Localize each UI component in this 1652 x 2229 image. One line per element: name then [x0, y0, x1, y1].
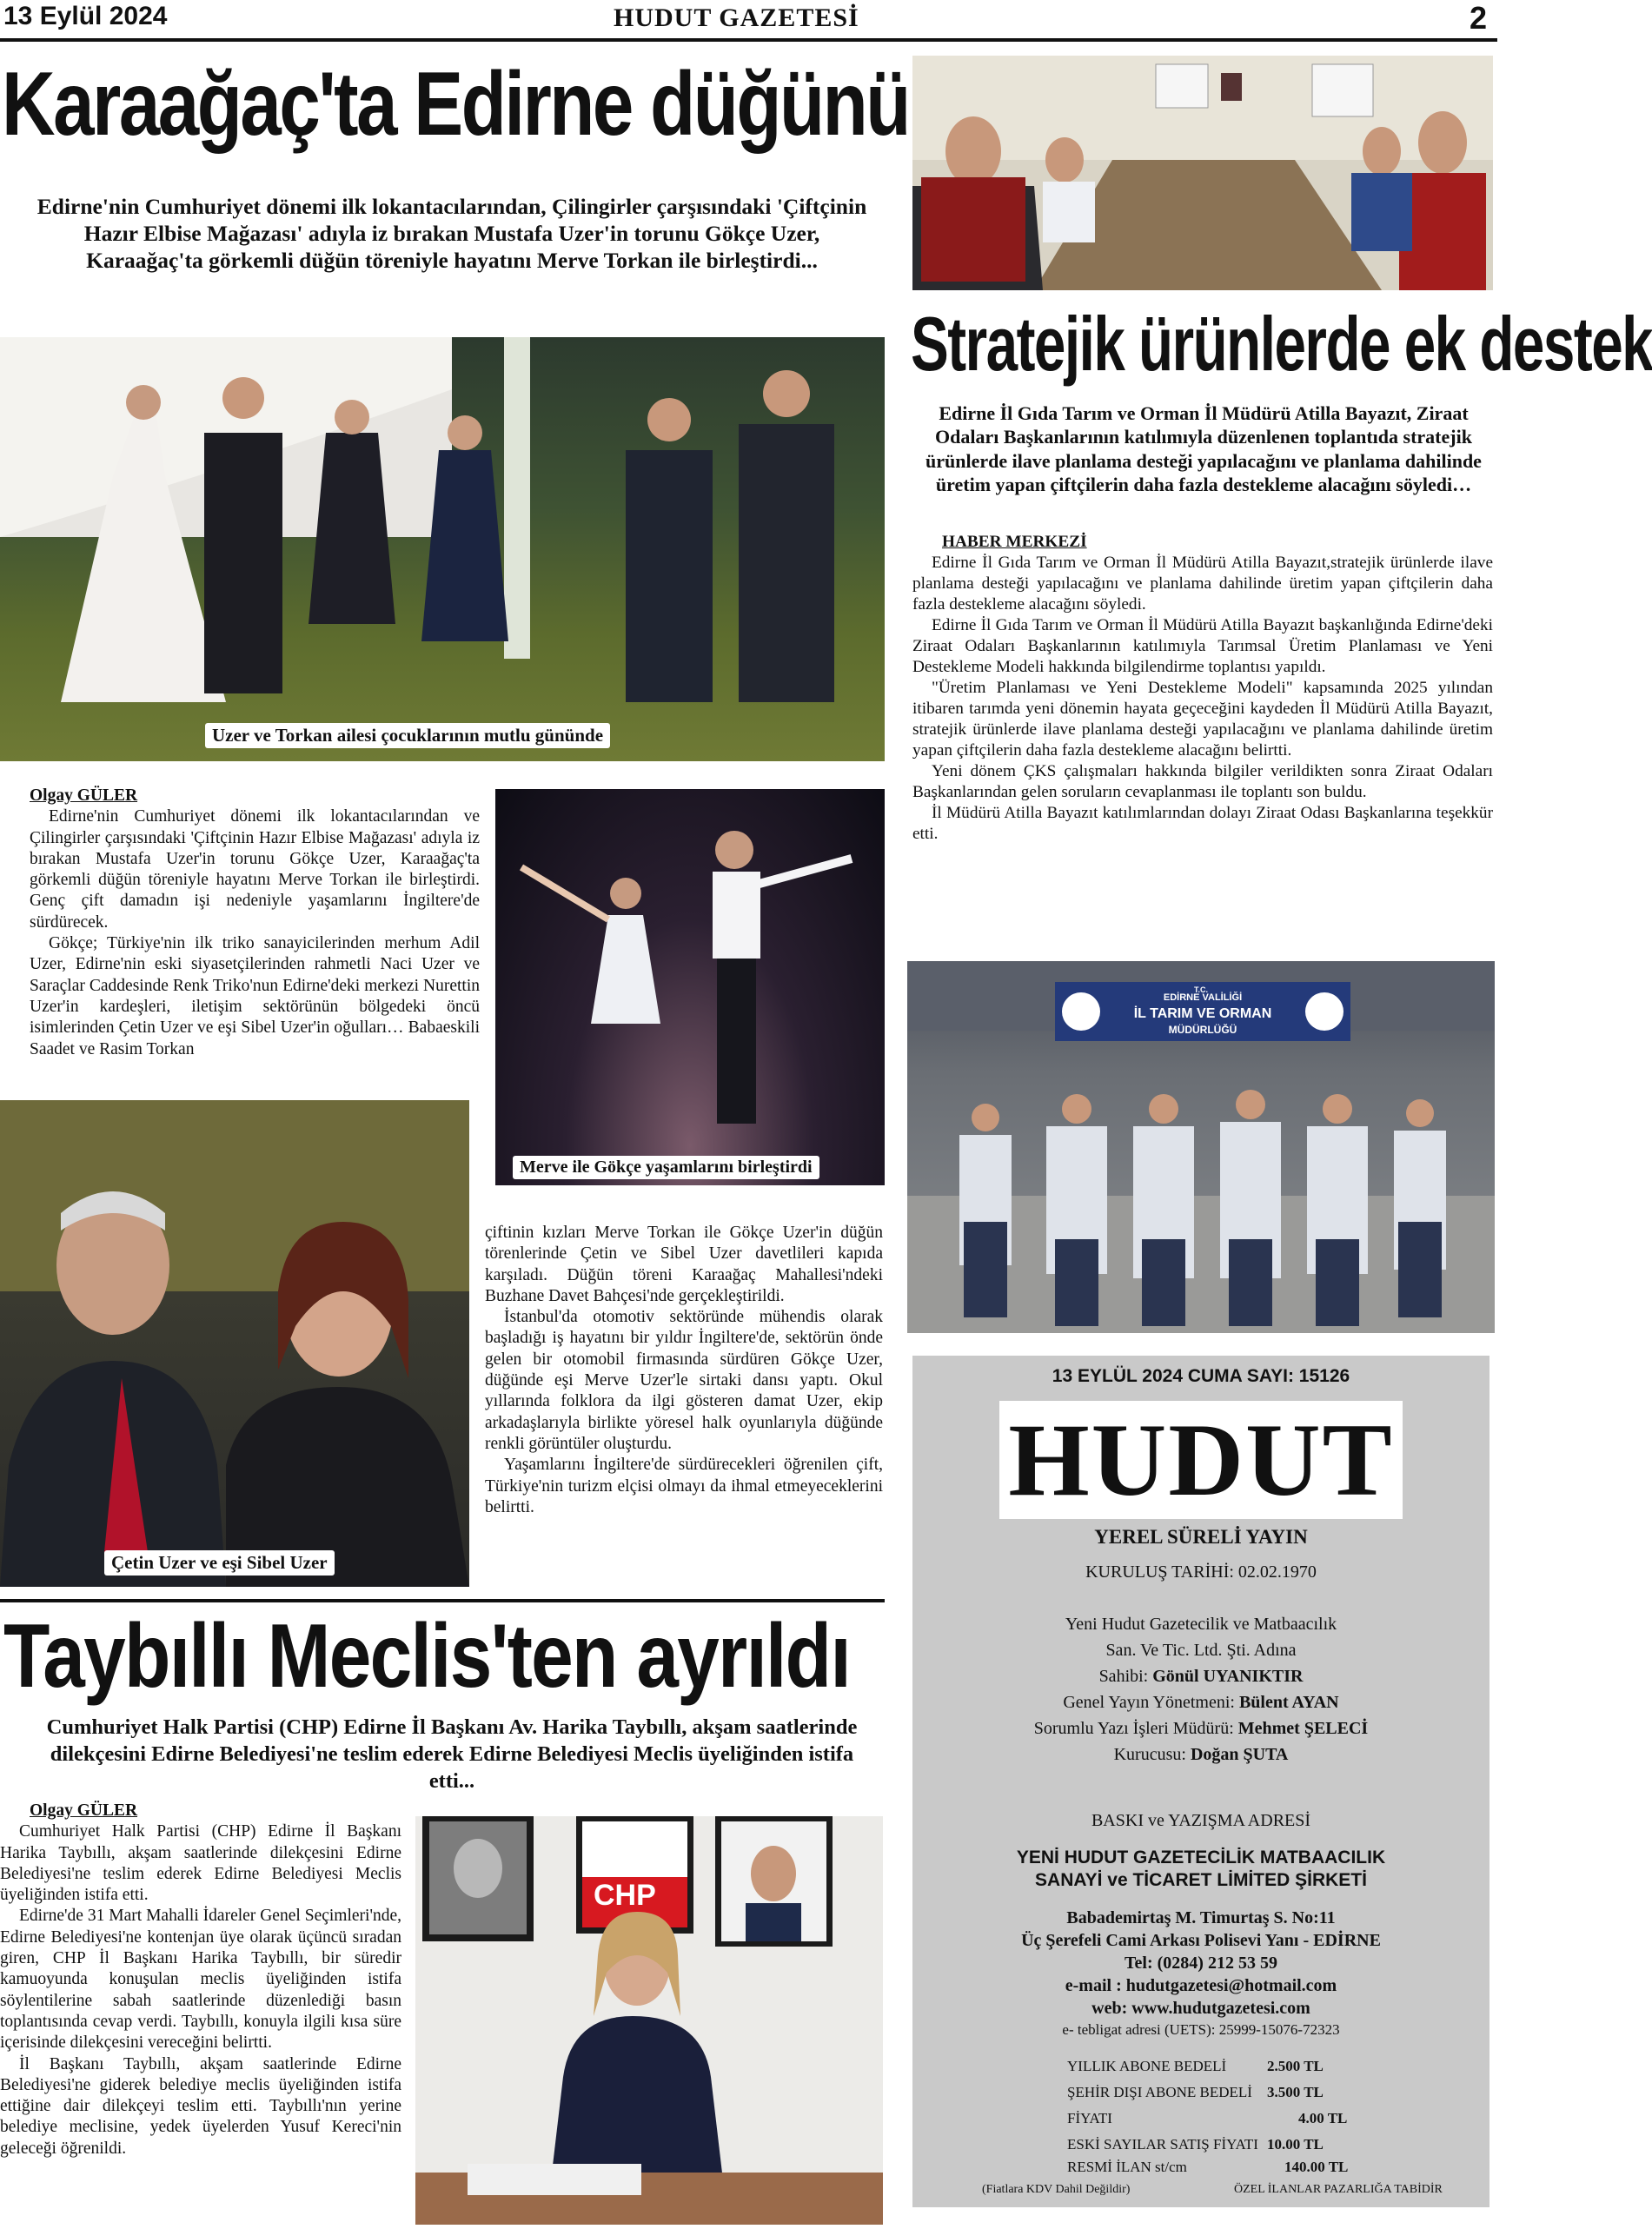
masthead-print-heading: BASKI ve YAZIŞMA ADRESİ — [1091, 1811, 1311, 1830]
story3-headline: Taybıllı Meclis'ten ayrıldı — [3, 1606, 850, 1707]
masthead-subtitle: YEREL SÜRELİ YAYIN — [1094, 1526, 1308, 1548]
story3-para: Edirne'de 31 Mart Mahalli İdareler Genel Seçimleri'nde, Edirne Belediyesi'ne kontenjan üye olarak üçüncü sıradan giren, CHP İl Başkanı Harika Taybıllı, bir süredir kamuoyunda konuşulan meclis üyeliğinden istifa söylentilerine sabah saatlerinde düzenlediği basın toplantısında cevap verdi. Taybıllı, konuyla ilgili kısa süre içerisinde dilekçesini vereceğini belirtti. — [0, 1907, 401, 2053]
price-label: YILLIK ABONE BEDELİ — [1067, 2058, 1227, 2074]
masthead-print-company1: YENİ HUDUT GAZETECİLİK MATBAACILIK — [1016, 1848, 1386, 1867]
story2-para: Edirne İl Gıda Tarım ve Orman İl Müdürü Atilla Bayazıt başkanlığında Edirne'deki Ziraat Odaları Başkanlarının katılımıyla Tarımsal Üretim Planlaması ve Yeni Destekleme Modeli hakkında bilgilendirme toplantısı yapıldı. — [912, 616, 1493, 676]
story2-para: İl Müdürü Atilla Bayazıt katılımlarından dolayı Ziraat Odası Başkanlarına teşekkür etti. — [912, 804, 1493, 843]
taybilli-photo — [415, 1816, 883, 2225]
building-sign-line1: T.C. — [1194, 985, 1209, 994]
page-number: 2 — [1469, 0, 1487, 36]
masthead-address2: Üç Şerefeli Cami Arkası Polisevi Yanı - EDİRNE — [1021, 1931, 1381, 1950]
building-sign-line4: MÜDÜRLÜĞÜ — [1168, 1024, 1237, 1036]
wedding-dance-photo — [495, 789, 885, 1185]
photo1-caption: Uzer ve Torkan ailesi çocuklarının mutlu gününde — [205, 723, 610, 748]
masthead-web: web: www.hudutgazetesi.com — [1091, 1999, 1310, 2018]
story3-lead: Cumhuriyet Halk Partisi (CHP) Edirne İl Başkanı Av. Harika Taybıllı, akşam saatlerinde dilekçesini Edirne Belediyesi'ne teslim ederek Edirne Belediyesi Meclis üyeliğinden istifa etti... — [46, 1715, 858, 1793]
masthead-issue: 13 EYLÜL 2024 CUMA SAYI: 15126 — [1052, 1366, 1350, 1386]
masthead-founder — [912, 1741, 1489, 1768]
masthead-footnote-right: ÖZEL İLANLAR PAZARLIĞA TABİDİR — [1234, 2183, 1443, 2196]
story2-byline: HABER MERKEZİ — [942, 533, 1087, 551]
issue-date: 13 Eylül 2024 — [3, 2, 168, 30]
editor-name: Mehmet ŞELECİ — [1237, 1719, 1369, 1738]
story1-col1-para: Edirne'nin Cumhuriyet dönemi ilk lokantacılarından ve Çilingirler çarşısındaki 'Çiftçinin Hazır Elbise Mağazası' adıyla iz bırakan Mustafa Uzer'in torunu Gökçe Uzer, Karaağaç'ta görkemli düğün töreniyle hayatını Merve Torkan ile birleştirdi. Genç çift damadın işi nedeniyle yaşamlarını İngiltere'de sürdürecek. — [30, 807, 480, 932]
price-value: 2.500 TL — [1267, 2058, 1324, 2074]
story2-headline: Stratejik ürünlerde ek destek — [911, 301, 1652, 387]
masthead-print-company2: SANAYİ ve TİCARET LİMİTED ŞİRKETİ — [1035, 1870, 1367, 1890]
price-list — [1067, 2056, 1415, 2178]
story2-lead: Edirne İl Gıda Tarım ve Orman İl Müdürü Atilla Bayazıt, Ziraat Odaları Başkanlarının katılımıyla düzenlenen toplantıda stratejik ürünlerde ilave planlama desteği yapılacağını ve planlama dahilinde üretim yapan çiftçilerin daha fazla destekleme alacağını söyledi… — [926, 402, 1482, 495]
story1-col2-para: Yaşamlarını İngiltere'de sürdürecekleri öğrenilen çift, Türkiye'nin turizm elçisi olmayı da ihmal etmeyeceklerini belirtti. — [485, 1456, 883, 1516]
gm-name: Bülent AYAN — [1238, 1693, 1339, 1712]
masthead-box — [912, 1356, 1489, 2207]
story3-body — [0, 1801, 401, 2159]
editor-label: Sorumlu Yazı İşleri Müdürü: — [1033, 1719, 1234, 1738]
price-value: 140.00 TL — [1284, 2159, 1349, 2175]
price-value: 3.500 TL — [1267, 2084, 1324, 2100]
story1-headline: Karaağaç'ta Edirne düğünü — [2, 54, 909, 155]
story1-col2-para: çiftinin kızları Merve Torkan ile Gökçe Uzer'in düğün törenlerinde Çetin ve Sibel Uzer davetlileri kapıda karşıladı. Düğün töreni Karaağaç Mahallesi'ndeki Buzhane Davet Bahçesi'nde gerçekleştirildi. — [485, 1224, 883, 1305]
masthead-uets: e- tebligat adresi (UETS): 25999-15076-72323 — [1062, 2021, 1340, 2038]
owner-label: Sahibi: — [1098, 1667, 1149, 1686]
story2-body — [912, 532, 1493, 845]
meeting-photo — [912, 56, 1493, 290]
parents-photo — [0, 1100, 469, 1587]
founder-label: Kurucusu: — [1113, 1745, 1186, 1764]
price-label: FİYATI — [1067, 2110, 1112, 2126]
price-value: 4.00 TL — [1298, 2110, 1348, 2126]
masthead-footnote-left: (Fiatlara KDV Dahil Değildir) — [982, 2183, 1131, 2196]
building-sign-line3: İL TARIM VE ORMAN — [1133, 1006, 1272, 1021]
group-photo — [907, 961, 1495, 1333]
masthead-logo: HUDUT — [1008, 1402, 1394, 1517]
story2-para: "Üretim Planlaması ve Yeni Destekleme Modeli" kapsamında 2025 yılından itibaren tarımda yeni dönemin hayata geçeceğini kaydeden İl Müdürü Atilla Bayazıt, stratejik ürünlerde ilave planlama desteği yapılacağını ve planlama dahilinde üretim yapan çiftçilerin daha fazla destekleme alacağını belirtti. — [912, 679, 1493, 760]
price-row — [1067, 2157, 1415, 2178]
gm-label: Genel Yayın Yönetmeni: — [1063, 1693, 1235, 1712]
photo2-caption: Merve ile Gökçe yaşamlarını birleştirdi — [513, 1156, 819, 1179]
chp-logo-text: CHP — [594, 1879, 656, 1912]
price-label: RESMİ İLAN st/cm — [1067, 2159, 1187, 2175]
masthead-company1: Yeni Hudut Gazetecilik ve Matbaacılık — [1065, 1615, 1337, 1634]
masthead-email: e-mail : hudutgazetesi@hotmail.com — [1065, 1976, 1337, 1995]
masthead-tel: Tel: (0284) 212 53 59 — [1125, 1954, 1277, 1973]
masthead-company2: San. Ve Tic. Ltd. Şti. Adına — [1105, 1641, 1297, 1660]
owner-name: Gönül UYANIKTIR — [1152, 1667, 1304, 1686]
story1-col1-para: Gökçe; Türkiye'nin ilk triko sanayicilerinden merhum Adil Uzer, Edirne'nin eski siyasetçilerinden rahmetli Naci Uzer ve Saraçlar Caddesinde Renk Triko'nun Edirne'deki merkezi Nurettin Uzer'in kardeşleri, iletişim sektörünün bölgedeki öncü isimlerinden Çetin Uzer ve eşi Sibel Uzer'in oğulları… Babaeskili Saadet ve Rasim Torkan — [30, 934, 480, 1058]
masthead-owner — [912, 1663, 1489, 1689]
story1-col2 — [485, 1223, 883, 1518]
wedding-family-photo — [0, 337, 885, 761]
masthead-founded: KURULUŞ TARİHİ: 02.02.1970 — [1085, 1562, 1317, 1582]
price-label: ŞEHİR DIŞI ABONE BEDELİ — [1067, 2084, 1252, 2100]
price-label: ESKİ SAYILAR SATIŞ FİYATI — [1067, 2136, 1258, 2153]
founder-name: Doğan ŞUTA — [1190, 1745, 1289, 1764]
masthead-logo-box — [999, 1401, 1403, 1519]
section-rule — [0, 1599, 885, 1602]
story3-byline: Olgay GÜLER — [30, 1801, 138, 1820]
story3-para: İl Başkanı Taybıllı, akşam saatlerinde Edirne Belediyesi'ne giderek belediye meclis üyeliğinden istifa ettiğine dair dilekçeyi teslim etti. Taybıllı'nın yerine belediye meclisine, yedek üyelerden Yusuf Kereci'nin geleceği öğrenildi. — [0, 2054, 401, 2158]
newspaper-name: HUDUT GAZETESİ — [614, 3, 859, 32]
story3-para: Cumhuriyet Halk Partisi (CHP) Edirne İl Başkanı Harika Taybıllı, akşam saatlerinde dilekçesini Edirne Belediyesi'ne teslim ederek Edirne Belediyesi Meclis üyeliğinden istifa etti. — [0, 1822, 401, 1905]
price-row — [1067, 2134, 1415, 2155]
story1-col1 — [30, 786, 480, 1060]
price-row — [1067, 2056, 1415, 2077]
story2-para: Edirne İl Gıda Tarım ve Orman İl Müdürü Atilla Bayazıt,stratejik ürünlerde ilave planlama desteği yapılacağını ve planlama dahilinde üretim yapan çiftçilerin daha fazla destekleme alacağını söyledi. — [912, 554, 1493, 614]
price-row — [1067, 2082, 1415, 2103]
story2-para: Yeni dönem ÇKS çalışmaları hakkında bilgiler verildikten sonra Ziraat Odaları Başkanlarından gelen soruların cevaplanması ile toplantı son buldu. — [912, 762, 1493, 801]
story1-byline: Olgay GÜLER — [30, 786, 138, 805]
photo3-caption: Çetin Uzer ve eşi Sibel Uzer — [104, 1550, 335, 1576]
masthead-address1: Babademirtaş M. Timurtaş S. No:11 — [1066, 1908, 1336, 1927]
price-value: 10.00 TL — [1267, 2136, 1324, 2153]
header-rule — [0, 38, 1497, 42]
building-sign-line2: EDİRNE VALİLİĞİ — [1163, 992, 1243, 1003]
story1-col2-para: İstanbul'da otomotiv sektöründe mühendis olarak başladığı iş hayatını bir yıldır İngiltere'de, sektörün önde gelen bir otomobil firmasında sürdüren Gökçe Uzer, düğünde eşi Merve Uzer'le sirtaki dansı yaptı. Okul yıllarında folklora da ilgi gösteren damat Uzer, ekip arkadaşlarıyla birlikte yöresel halk oyunlarıyla düğünde renkli görüntüler oluşturdu. — [485, 1308, 883, 1453]
masthead-gm — [912, 1689, 1489, 1715]
story1-lead: Edirne'nin Cumhuriyet dönemi ilk lokantacılarından, Çilingirler çarşısındaki 'Çiftçinin Hazır Elbise Mağazası' adıyla iz bırakan Mustafa Uzer'in torunu Gökçe Uzer, Karaağaç'ta görkemli düğün töreniyle hayatını Merve Torkan ile birleştirdi... — [36, 194, 867, 273]
masthead-editor — [912, 1715, 1489, 1741]
price-row — [1067, 2108, 1415, 2129]
